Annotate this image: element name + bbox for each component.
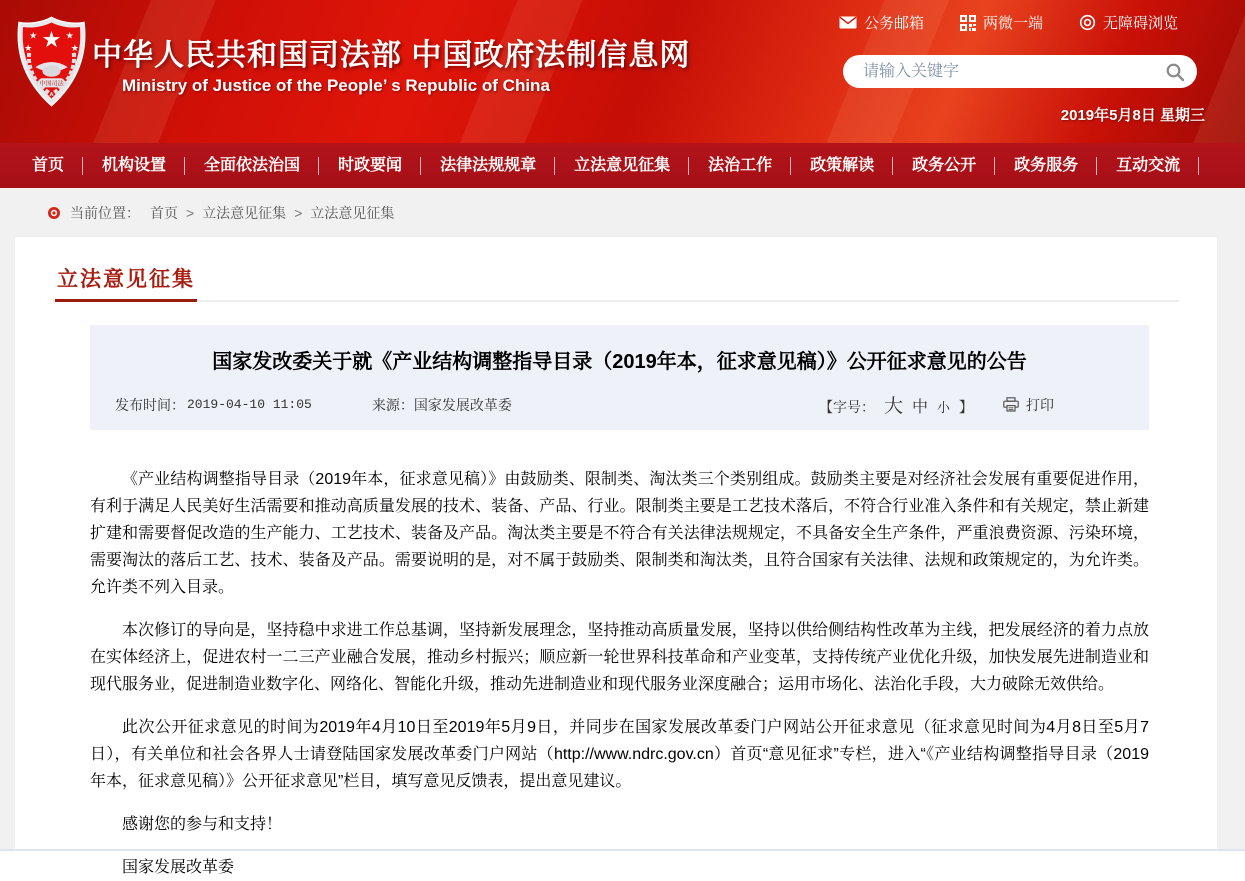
printer-icon bbox=[1003, 397, 1019, 412]
site-header bbox=[0, 0, 1245, 143]
ministry-emblem-logo bbox=[15, 16, 88, 108]
article-signature: 国家发展改革委 bbox=[122, 859, 235, 876]
article-title: 国家发改委关于就《产业结构调整指导目录（2019年本，征求意见稿）》公开征求意见的公告 bbox=[212, 351, 1027, 373]
article-paragraph: 《产业结构调整指导目录（2019年本，征求意见稿）》由鼓励类、限制类、淘汰类三个类别组成。鼓励类主要是对经济社会发展有重要促进作用，有利于满足人民美好生活需要和推动高质量发展的技术、装备、产品、行业。限制类主要是工艺技术落后，不符合行业准入条件和有关规定，禁止新建扩建和需要督促改造的生产能力、工艺技术、装备及产品。淘汰类主要是不符合有关法律法规规定，不具备安全生产条件，严重浪费资源、污染环境，需要淘汰的落后工艺、技术、装备及产品。需要说明的是，对不属于鼓励类、限制类和淘汰类，且符合国家有关法律、法规和政策规定的，为允许类。允许类不列入目录。 bbox=[90, 471, 1149, 596]
breadcrumb bbox=[0, 188, 1245, 237]
article-paragraphs bbox=[90, 466, 1149, 795]
nav-item[interactable]: 立法意见征集 bbox=[555, 143, 689, 188]
svg-text:★: ★ bbox=[70, 42, 79, 53]
search-button[interactable] bbox=[1163, 60, 1187, 84]
mailbox-link[interactable] bbox=[839, 12, 924, 33]
site-subtitle: Ministry of Justice of the People’ s Republic of China bbox=[122, 76, 550, 95]
footer-divider bbox=[0, 849, 1245, 851]
nav-item[interactable]: 法律法规规章 bbox=[421, 143, 555, 188]
eye-icon bbox=[1079, 14, 1096, 31]
nav-item[interactable]: 互动交流 bbox=[1097, 143, 1199, 188]
qrcode-icon bbox=[960, 15, 976, 31]
content-panel bbox=[15, 237, 1217, 876]
main-area bbox=[0, 188, 1245, 876]
breadcrumb-bullet-icon bbox=[47, 206, 61, 220]
accessibility-link[interactable] bbox=[1079, 12, 1178, 33]
search-icon bbox=[1165, 62, 1185, 82]
font-size-large-button[interactable]: 大 bbox=[883, 396, 903, 417]
section-header bbox=[53, 263, 1179, 302]
font-size-switcher bbox=[819, 391, 973, 418]
search-bar bbox=[843, 55, 1197, 88]
emblem-banner-text: 中国司法 bbox=[39, 80, 64, 88]
nav-item[interactable]: 全面依法治国 bbox=[185, 143, 319, 188]
search-input[interactable] bbox=[861, 62, 1163, 82]
article-paragraph: 本次修订的导向是，坚持稳中求进工作总基调，坚持新发展理念，坚持推动高质量发展，坚持以供给侧结构性改革为主线，把发展经济的着力点放在实体经济上，促进农村一二三产业融合发展，推动乡村振兴；顺应新一轮世界科技革命和产业变革，支持传统产业优化升级，加快发展先进制造业和现代服务业，促进制造业数字化、网络化、智能化升级，推动先进制造业和现代服务业深度融合；运用市场化、法治化手段，大力破除无效供给。 bbox=[90, 622, 1149, 693]
source-value: 国家发展改革委 bbox=[413, 396, 512, 413]
svg-text:★: ★ bbox=[65, 30, 74, 41]
breadcrumb-section-link[interactable]: 立法意见征集 bbox=[202, 204, 287, 221]
font-size-small-button[interactable]: 小 bbox=[936, 400, 950, 415]
svg-text:★: ★ bbox=[41, 26, 62, 52]
mail-icon bbox=[839, 16, 857, 29]
wechat-weibo-label: 两微一端 bbox=[982, 15, 1043, 32]
nav-item[interactable]: 政策解读 bbox=[791, 143, 893, 188]
svg-text:★: ★ bbox=[29, 30, 38, 41]
breadcrumb-separator: > bbox=[186, 204, 195, 221]
article-meta bbox=[115, 391, 1124, 418]
breadcrumb-current-link[interactable]: 立法意见征集 bbox=[310, 204, 395, 221]
accessibility-label: 无障碍浏览 bbox=[1102, 15, 1178, 32]
mailbox-label: 公务邮箱 bbox=[863, 15, 924, 32]
current-date: 2019年5月8日 星期三 bbox=[1060, 107, 1205, 124]
print-label: 打印 bbox=[1026, 396, 1054, 413]
nav-item[interactable]: 机构设置 bbox=[83, 143, 185, 188]
wechat-weibo-link[interactable] bbox=[960, 12, 1043, 33]
print-button[interactable] bbox=[1003, 395, 1054, 415]
source-label: 来源： bbox=[371, 396, 414, 413]
article-header-box bbox=[90, 325, 1149, 430]
font-size-suffix: 】 bbox=[959, 399, 973, 415]
nav-item[interactable]: 政务公开 bbox=[893, 143, 995, 188]
breadcrumb-label: 当前位置： bbox=[70, 204, 140, 221]
publish-time-label: 发布时间： bbox=[115, 396, 185, 413]
section-title: 立法意见征集 bbox=[55, 263, 197, 302]
font-size-medium-button[interactable]: 中 bbox=[911, 399, 928, 416]
site-title: 中华人民共和国司法部 中国政府法制信息网 bbox=[92, 39, 691, 72]
article-tools bbox=[819, 391, 1054, 418]
publish-time-value: 2019-04-10 11:05 bbox=[187, 397, 312, 412]
nav-item[interactable]: 时政要闻 bbox=[319, 143, 421, 188]
breadcrumb-home-link[interactable]: 首页 bbox=[150, 204, 178, 221]
article-paragraph: 此次公开征求意见的时间为2019年4月10日至2019年5月9日，并同步在国家发展改革委门户网站公开征求意见（征求意见时间为4月8日至5月7日），有关单位和社会各界人士请登陆国家发展改革委门户网站（http://www.ndrc.gov.cn）首页“意见征求”专栏，进入“《产业结构调整指导目录（2019年本，征求意见稿）》公开征求意见”栏目，填写意见反馈表，提出意见建议。 bbox=[90, 719, 1149, 790]
svg-text:★: ★ bbox=[24, 42, 33, 53]
nav-item[interactable]: 法治工作 bbox=[689, 143, 791, 188]
nav-item[interactable]: 首页 bbox=[32, 143, 83, 188]
article bbox=[90, 325, 1149, 881]
breadcrumb-separator: > bbox=[294, 204, 303, 221]
nav-item[interactable]: 政务服务 bbox=[995, 143, 1097, 188]
header-quick-links bbox=[839, 12, 1178, 33]
article-body bbox=[90, 466, 1149, 881]
main-nav bbox=[0, 143, 1245, 188]
font-size-prefix: 【字号： bbox=[818, 399, 875, 415]
article-thanks: 感谢您的参与和支持！ bbox=[122, 816, 283, 833]
